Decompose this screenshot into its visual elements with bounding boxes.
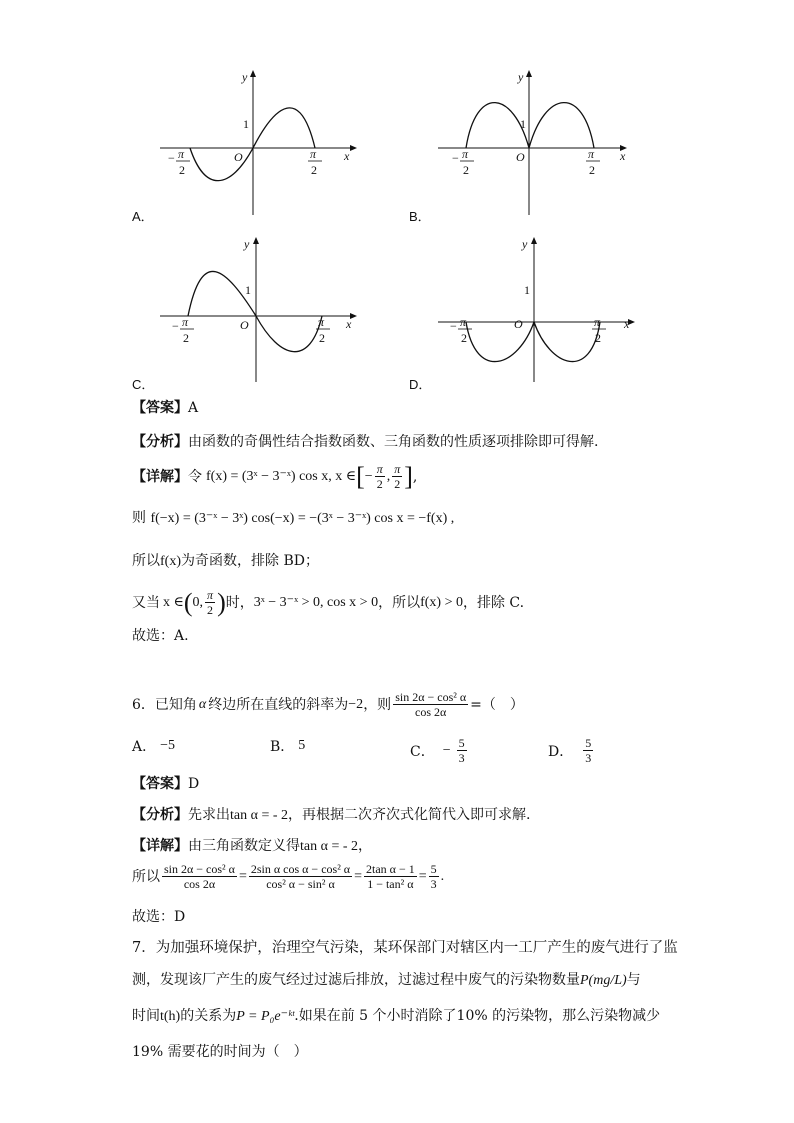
x-label: x — [624, 317, 630, 331]
neg-two: 2 — [461, 331, 467, 345]
origin-label: O — [514, 317, 523, 331]
analysis-tag: 【分析】 — [132, 807, 188, 823]
detail-end: , — [412, 468, 418, 485]
q5-detail-line2 — [132, 508, 454, 529]
q6-analysis: 【分析】先求出tan α = - 2，再根据二次齐次式化简代入即可求解. — [132, 807, 531, 823]
rest2: ，排除 C. — [462, 594, 525, 611]
q7-line2: 测，发现该厂产生的废气经过过滤后排放，过滤过程中废气的污染物数量P(mg/L)与 — [132, 972, 641, 988]
alpha: α — [198, 696, 207, 712]
q7-line1: 7．为加强环境保护，治理空气污染，某环保部门对辖区内一工厂产生的废气进行了监 — [132, 940, 678, 956]
q5-answer — [132, 398, 198, 418]
neg-pi: π — [178, 147, 185, 161]
answer-value: D — [188, 776, 200, 792]
ineq: 3ˣ − 3⁻ˣ > 0, cos x > 0 — [253, 594, 379, 610]
graph-d-svg — [428, 232, 648, 387]
detail-prefix: 令 — [188, 468, 202, 485]
option-a[interactable]: A． −5 — [132, 738, 176, 755]
option-c[interactable]: C． − $\frac{5}{3}$ — [410, 736, 465, 765]
pos-two: 2 — [595, 331, 601, 345]
fx-positive: f(x) > 0 — [420, 594, 463, 610]
tan-value: tan α = - 2 — [300, 839, 358, 854]
neg-sign: − — [172, 319, 179, 333]
stem-a: 6．已知角 — [132, 696, 197, 713]
fx: f(x) — [160, 554, 181, 569]
one-label: 1 — [245, 283, 251, 297]
curve — [466, 322, 600, 362]
graph-c-label: C． — [132, 377, 155, 392]
answer-tag: 【答案】 — [132, 400, 188, 416]
y-label: y — [244, 237, 250, 251]
neg-pi: π — [460, 315, 467, 329]
neg-pi: π — [462, 147, 469, 161]
pos-two: 2 — [319, 331, 325, 345]
curve — [188, 271, 322, 351]
prefix: 所以 — [132, 553, 160, 569]
stem-b: 终边所在直线的斜率为 — [208, 696, 349, 713]
graph-d-label: D． — [409, 377, 432, 392]
pos-pi: π — [310, 147, 317, 161]
stem-d: =（ ） — [470, 696, 524, 713]
neg-sign: − — [168, 151, 175, 165]
graph-a-svg — [150, 65, 370, 220]
one-label: 1 — [520, 117, 526, 131]
graph-b — [428, 65, 648, 220]
frac-pi-2: $\frac{\pi}{2}$ — [207, 588, 214, 617]
q6-answer — [132, 774, 199, 794]
frac-4: $\frac{5}{3}$ — [430, 862, 437, 891]
y-label: y — [242, 70, 248, 84]
x-label: x — [344, 149, 350, 163]
x-arrow — [350, 145, 357, 151]
neg-two: 2 — [183, 331, 189, 345]
q6-conclusion: 故选：D — [132, 909, 186, 925]
slope: −2 — [348, 696, 364, 712]
detail-tag: 【详解】 — [132, 468, 188, 485]
frac-pi-2: $\frac{\pi}{2}$ — [394, 462, 401, 491]
one-label: 1 — [524, 283, 530, 297]
q5-analysis — [132, 432, 598, 452]
rest: 为奇函数，排除 BD； — [181, 553, 319, 569]
detail-tag: 【详解】 — [132, 838, 188, 854]
graph-c-svg — [150, 232, 370, 387]
q6-detail: 【详解】由三角函数定义得tan α = - 2， — [132, 838, 372, 854]
analysis-tag: 【分析】 — [132, 434, 188, 450]
y-arrow — [250, 70, 256, 77]
one-label: 1 — [243, 117, 249, 131]
q5-detail-line3 — [132, 551, 319, 572]
answer-value: A — [188, 400, 199, 416]
tan-value: tan α = - 2 — [230, 808, 288, 823]
q7-line4: 19% 需要花的时间为（ ） — [132, 1044, 308, 1060]
formula-f-neg-x: f(−x) = (3⁻ˣ − 3ˣ) cos(−x) = −(3ˣ − 3⁻ˣ) cos x = −f(x) , — [150, 511, 455, 526]
neg-two: 2 — [463, 163, 469, 177]
formula-fx: f(x) = (3ˣ − 3⁻ˣ) cos x, x ∈ — [206, 468, 357, 484]
neg-sign: − — [450, 319, 457, 333]
graph-b-svg — [428, 65, 648, 220]
graph-a-label: A． — [132, 209, 154, 224]
p-unit: P(mg/L) — [580, 973, 627, 988]
graph-c — [150, 232, 370, 387]
q6-stem — [132, 690, 524, 719]
option-b[interactable]: B． 5 — [270, 738, 306, 755]
pos-pi: π — [588, 147, 595, 161]
neg-pi: π — [182, 315, 189, 329]
q5-detail-line1: 【详解】 令 f(x) = (3ˣ − 3⁻ˣ) cos x, x ∈ [ − $\frac{\pi}{2}$ , $\frac{\pi}{2}$ ] , — [132, 461, 418, 491]
neg-two: 2 — [179, 163, 185, 177]
graph-a — [150, 65, 370, 220]
frac-3: $\frac{\text{2tan α − 1}}{\text{1 − tan² α}}$ — [366, 862, 415, 891]
graph-d — [428, 232, 648, 387]
neg-sign: − — [452, 151, 459, 165]
frac-1: $\frac{\text{sin 2α − cos² α}}{\cos 2\alpha}$ — [164, 862, 235, 891]
y-label: y — [522, 237, 528, 251]
q5-conclusion: 故选：A. — [132, 628, 189, 644]
origin-label: O — [234, 150, 243, 164]
prefix: 又当 — [132, 594, 160, 611]
q6-fraction: $\frac{\text{sin 2α − cos² α}}{\cos 2\alpha}$ — [395, 690, 467, 719]
stem-c: ，则 — [363, 696, 392, 713]
frac-2: $\frac{\text{2sin α cos α − cos² α}}{\text{cos² α − sin² α}}$ — [250, 862, 351, 891]
x-label: x — [620, 149, 626, 163]
pos-pi: π — [318, 315, 325, 329]
rest1: ，所以 — [378, 594, 421, 611]
origin-label: O — [240, 318, 249, 332]
decay-formula: P = P₀e⁻ᵏᵗ — [236, 1009, 295, 1024]
curve — [466, 103, 594, 148]
prefix: 则 — [132, 510, 146, 526]
x-in: x ∈ — [163, 594, 184, 610]
mid: 时， — [225, 594, 254, 611]
frac-neg-pi-2: $\frac{\pi}{2}$ — [376, 462, 383, 491]
y-label: y — [518, 70, 524, 84]
pos-two: 2 — [311, 163, 317, 177]
t-unit: t(h) — [160, 1009, 181, 1024]
q5-detail-line4: 又当 x ∈ ( 0, $\frac{\pi}{2}$ ) 时， 3ˣ − 3⁻ˣ > 0, cos x > 0 ，所以 f(x) > 0 ，排除 C. — [132, 587, 525, 617]
x-label: x — [346, 317, 352, 331]
answer-tag: 【答案】 — [132, 776, 188, 792]
pos-pi: π — [594, 315, 601, 329]
q6-options — [132, 736, 652, 766]
graph-b-label: B． — [409, 209, 431, 224]
analysis-text: 由函数的奇偶性结合指数函数、三角函数的性质逐项排除即可得解. — [188, 434, 599, 450]
q6-derivation: 所以 $\frac{\text{sin 2α − cos² α}}{\cos 2\alpha}$ = $\frac{\text{2sin α cos α − cos² α}}{\text{cos² α − sin² α}}$ = $\frac{\text{2tan α − 1}}{\text{1 − tan² α}}$ = $\frac{5}{3}$ . — [132, 862, 445, 891]
option-d[interactable]: D． $\frac{5}{3}$ — [548, 736, 592, 765]
pos-two: 2 — [589, 163, 595, 177]
q7-line3: 时间t(h)的关系为P = P₀e⁻ᵏᵗ.如果在前 5 个小时消除了10% 的污染物，那么污染物减少 — [132, 1008, 661, 1024]
origin-label: O — [516, 150, 525, 164]
